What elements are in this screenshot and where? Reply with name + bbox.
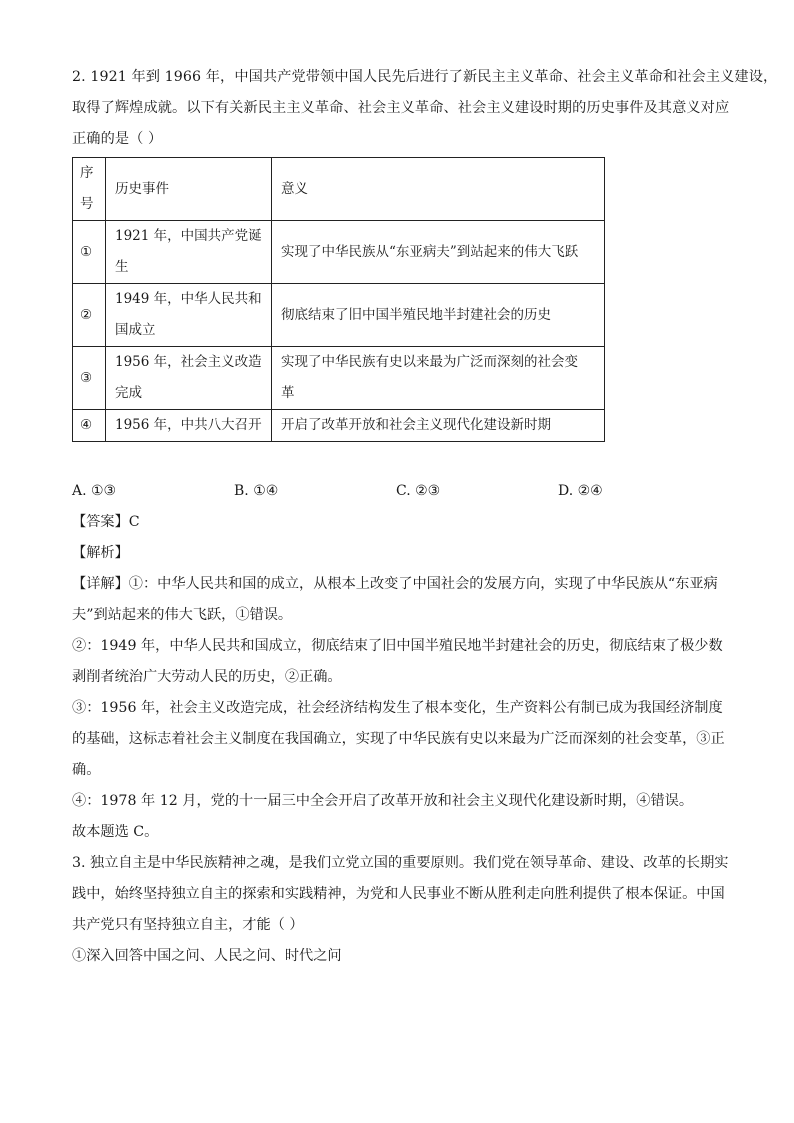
detail-line: 故本题选 C。 bbox=[72, 824, 159, 840]
row-seq: ① bbox=[73, 221, 106, 284]
row-meaning bbox=[272, 347, 605, 410]
table-row bbox=[73, 410, 605, 442]
detail-line: ②：1949 年，中华人民共和国成立，彻底结束了旧中国半殖民地半封建社会的历史，彻底结束了极少数 bbox=[72, 638, 723, 654]
answer-line: 【答案】C bbox=[72, 514, 140, 530]
question-3-stem bbox=[72, 848, 729, 972]
header-seq bbox=[73, 158, 106, 221]
analysis-details bbox=[72, 569, 724, 848]
header-meaning: 意义 bbox=[272, 158, 605, 221]
row-event bbox=[106, 347, 272, 410]
detail-line: 的基础，这标志着社会主义制度在我国确立，实现了中华民族有史以来最为广泛而深刻的社会变革，③正 bbox=[72, 731, 725, 747]
row-seq: ③ bbox=[73, 347, 106, 410]
row-meaning: 彻底结束了旧中国半殖民地半封建社会的历史 bbox=[272, 284, 605, 347]
row-meaning-line: 实现了中华民族有史以来最为广泛而深刻的社会变 bbox=[281, 354, 578, 370]
row-event-line: 生 bbox=[115, 259, 129, 275]
row-event-line: 1921 年，中国共产党诞 bbox=[115, 228, 262, 244]
row-event-line: 完成 bbox=[115, 385, 142, 401]
document-page bbox=[72, 62, 778, 972]
option-c: C. ②③ bbox=[396, 483, 441, 499]
table-row bbox=[73, 284, 605, 347]
question-2-stem bbox=[72, 62, 778, 155]
answer-options bbox=[72, 476, 724, 507]
option-b: B. ①④ bbox=[234, 483, 279, 499]
detail-line: 剥削者统治广大劳动人民的历史，②正确。 bbox=[72, 669, 342, 685]
analysis-title: 【解析】 bbox=[72, 545, 129, 561]
row-seq: ④ bbox=[73, 410, 106, 442]
table-row bbox=[73, 347, 605, 410]
header-event: 历史事件 bbox=[106, 158, 272, 221]
question-2-line-2: 取得了辉煌成就。以下有关新民主主义革命、社会主义革命、社会主义建设时期的历史事件及其意义对应 bbox=[72, 100, 730, 116]
row-event: 1956 年，中共八大召开 bbox=[106, 410, 272, 442]
question-3-line-2: 践中，始终坚持独立自主的探索和实践精神，为党和人民事业不断从胜利走向胜利提供了根本保证。中国 bbox=[72, 886, 725, 902]
question-3-item-1: ①深入回答中国之问、人民之问、时代之问 bbox=[72, 948, 342, 964]
table-row bbox=[73, 221, 605, 284]
detail-line: 确。 bbox=[72, 762, 101, 778]
detail-line: 夫”到站起来的伟大飞跃，①错误。 bbox=[72, 607, 293, 623]
option-d: D. ②④ bbox=[558, 483, 603, 499]
row-meaning: 开启了改革开放和社会主义现代化建设新时期 bbox=[272, 410, 605, 442]
detail-line: 【详解】①：中华人民共和国的成立，从根本上改变了中国社会的发展方向，实现了中华民族从“东亚病 bbox=[72, 576, 718, 592]
events-table bbox=[72, 157, 605, 442]
detail-line: ③：1956 年，社会主义改造完成，社会经济结构发生了根本变化，生产资料公有制已成为我国经济制度 bbox=[72, 700, 723, 716]
row-seq: ② bbox=[73, 284, 106, 347]
row-event-line: 1956 年，社会主义改造 bbox=[115, 354, 262, 370]
row-event-line: 1949 年，中华人民共和 bbox=[115, 291, 262, 307]
row-meaning-line: 革 bbox=[281, 385, 295, 401]
header-seq-line-2: 号 bbox=[80, 196, 94, 212]
row-event bbox=[106, 284, 272, 347]
table-header-row bbox=[73, 158, 605, 221]
row-meaning: 实现了中华民族从“东亚病夫”到站起来的伟大飞跃 bbox=[272, 221, 605, 284]
question-2-line-1: 2. 1921 年到 1966 年，中国共产党带领中国人民先后进行了新民主主义革命、社会主义革命和社会主义建设， bbox=[72, 69, 778, 85]
detail-line: ④：1978 年 12 月，党的十一届三中全会开启了改革开放和社会主义现代化建设新时期，④错误。 bbox=[72, 793, 694, 809]
row-event bbox=[106, 221, 272, 284]
header-seq-line-1: 序 bbox=[80, 165, 94, 181]
option-a: A. ①③ bbox=[72, 483, 117, 499]
row-event-line: 国成立 bbox=[115, 322, 156, 338]
question-2-line-3: 正确的是（ ） bbox=[72, 131, 163, 147]
question-3-line-3: 共产党只有坚持独立自主，才能（ ） bbox=[72, 917, 304, 933]
question-3-line-1: 3. 独立自主是中华民族精神之魂，是我们立党立国的重要原则。我们党在领导革命、建设、改革的长期实 bbox=[72, 855, 729, 871]
